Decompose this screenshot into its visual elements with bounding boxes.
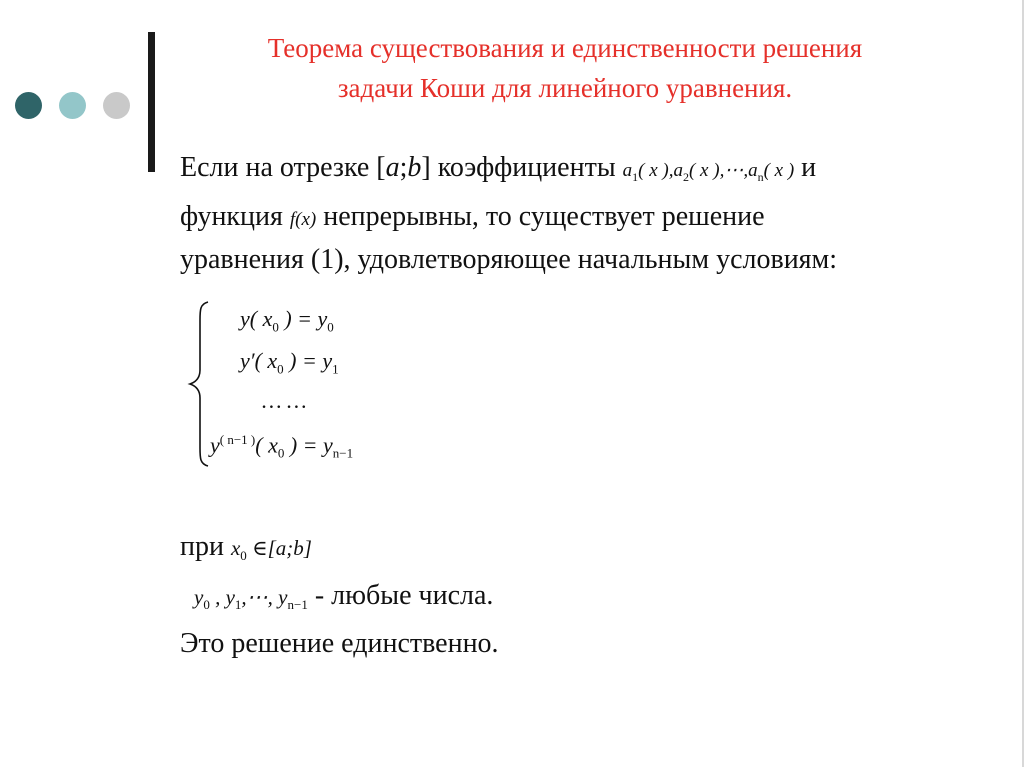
interval-sep: ; [399, 152, 408, 183]
any-numbers-text: - любые числа. [307, 580, 494, 611]
at-word: при [180, 531, 231, 562]
condition-eq-ellipsis: … … [262, 388, 307, 413]
statement-text: непрерывны, то существует решение [316, 200, 765, 232]
uniqueness-statement: Это решение единственно. [180, 628, 499, 659]
function-formula: f(x) [289, 208, 317, 230]
accent-vertical-bar [148, 32, 155, 172]
theorem-statement [180, 148, 1000, 280]
condition-ys-line [194, 580, 493, 613]
statement-line-2 [180, 197, 1000, 240]
statement-text: Если на отрезке [ [180, 152, 386, 183]
statement-line-3: уравнения (1), удовлетворяющее начальным условиям: [180, 243, 838, 275]
statement-line-1 [180, 148, 1000, 197]
slide-title [175, 28, 955, 108]
condition-x0-line [180, 531, 312, 564]
interval-a: a [385, 152, 400, 183]
x0-in-interval-formula: $x_0$ ∈[a;b] [230, 536, 312, 564]
statement-text: ] коэффициенты [421, 152, 623, 183]
condition-eq-1: y( $x_0$ ) = $y_0$ [240, 306, 334, 335]
coefficients-formula: $a_1$( x )$,a_2$( x )$,\cdots,a_n$( x ) [622, 160, 795, 184]
initial-conditions-system [186, 298, 446, 470]
ys-formula: $y_0$ , $y_1,\cdots$, $y_{n-1}$ [194, 585, 308, 613]
slide-title-line-1: Теорема существования и единственности решения [267, 33, 863, 63]
condition-eq-n: $y^{( n-1 )}$( $x_0$ ) = $y_{n-1}$ [210, 432, 354, 461]
statement-text: функция [180, 200, 290, 232]
decor-dot-gray [103, 92, 130, 119]
decor-dot-light [59, 92, 86, 119]
condition-eq-2: y′( $x_0$ ) = $y_1$ [240, 348, 339, 377]
statement-text: и [794, 152, 817, 183]
decor-dot-dark [15, 92, 42, 119]
interval-b: b [407, 152, 422, 183]
slide-title-line-2: задачи Коши для линейного уравнения. [337, 73, 793, 103]
